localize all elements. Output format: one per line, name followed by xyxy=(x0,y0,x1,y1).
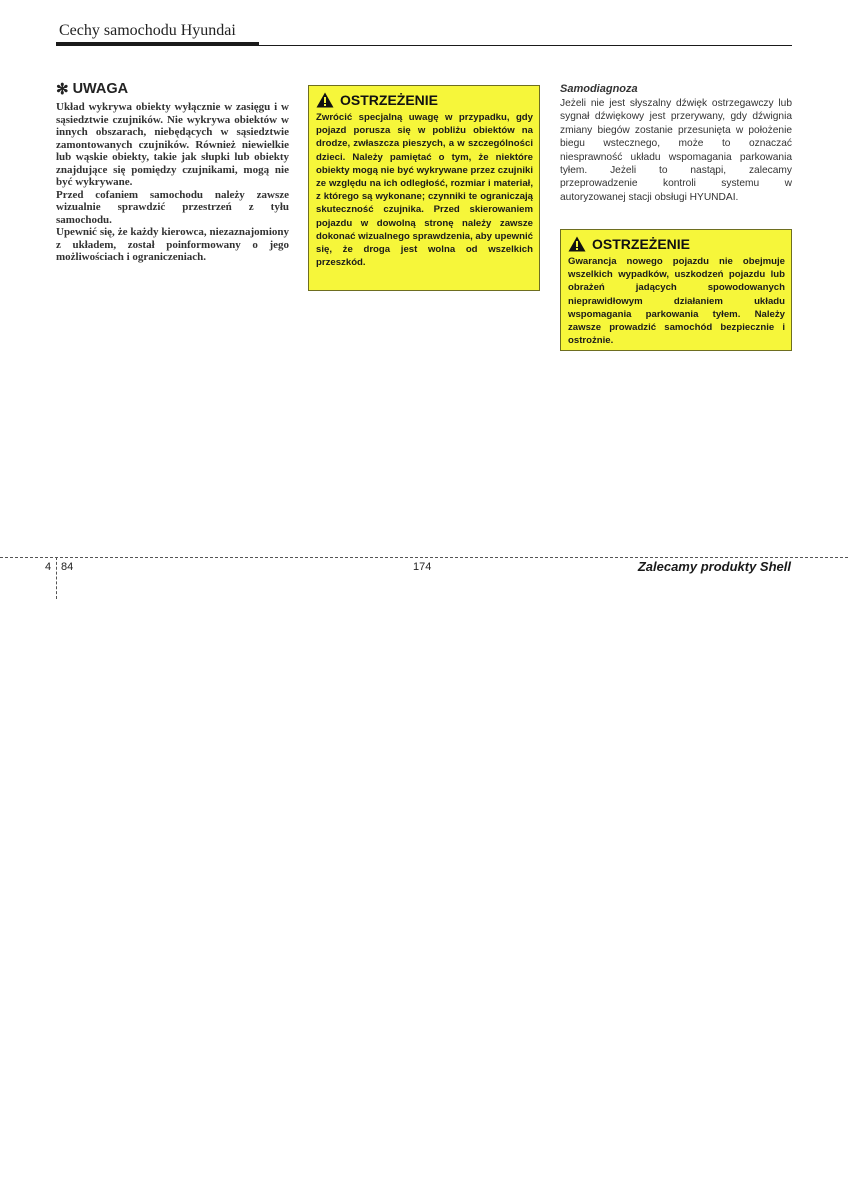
note-paragraph: Upewnić się, że każdy kierowca, niezaznajomiony z układem, został poinformowany o jego możliwościach i ograniczeniach. xyxy=(56,226,289,263)
header-rule xyxy=(56,45,792,46)
note-paragraph: Układ wykrywa obiekty wyłącznie w zasięgu i w sąsiedztwie czujników. Nie wykrywa obiektów w innych obszarach, niebędących w sąsiedztwie zamontowanych czujników. Również niewielkie lub wąskie obiekty, takie jak słupki lub obiekty znajdujące się pomiędzy czujnikami, mogą nie być wykrywane. xyxy=(56,101,289,188)
self-diagnosis-section xyxy=(560,83,792,204)
page-counter: 174 xyxy=(413,561,432,573)
section-heading: Samodiagnoza xyxy=(560,83,638,95)
warning-title-label: OSTRZEŻENIE xyxy=(340,92,439,108)
warning-text: Gwarancja nowego pojazdu nie obejmuje wszelkich wypadków, uszkodzeń pojazdu lub obrażeń jadących spowodowanych nieprawidłowym działaniem układu wspomagania parkowania tyłem. Należy zawsze prowadzić samochód bezpiecznie i ostrożnie. xyxy=(568,256,785,347)
asterisk-icon: ✻ xyxy=(56,81,69,98)
note-paragraph: Przed cofaniem samochodu należy zawsze wizualnie sprawdzić przestrzeń z tyłu samochodu. xyxy=(56,188,289,226)
warning-box-warranty xyxy=(560,229,792,351)
note-section xyxy=(56,80,289,264)
warning-title xyxy=(568,236,785,252)
footer-vertical-divider xyxy=(56,557,57,599)
warning-text: Zwrócić specjalną uwagę w przypadku, gdy pojazd porusza się w pobliżu obiektów na drodze, zwłaszcza pieszych, a w szczególności dzieci. Należy pamiętać o tym, że niektóre obiekty mogą nie być wykrywane przez czujniki ze względu na ich odległość, rozmiar i materiał, z którego są wykonane; czynniki te ograniczają skuteczność czujnika. Przed skierowaniem pojazdu w dowolną stronę należy zawsze dokonać wizualnego sprawdzenia, aby upewnić się, że droga jest wolna od wszelkich przeszkód. xyxy=(316,112,533,269)
note-heading xyxy=(56,80,289,98)
footer-brand: Zalecamy produkty Shell xyxy=(637,559,791,574)
section-number: 4 xyxy=(45,561,52,573)
footer-divider xyxy=(0,557,848,558)
warning-triangle-icon xyxy=(316,92,334,108)
section-text: Jeżeli nie jest słyszalny dźwięk ostrzegawczy lub sygnał dźwiękowy jest przerywany, gdy dźwignia zmiany biegów zostanie przesunięta w położenie biegu wstecznego, może to oznaczać niesprawność układu wspomagania parkowania tyłem. Jeżeli to nastąpi, zalecamy przeprowadzenie kontroli systemu w autoryzowanej stacji obsługi HYUNDAI. xyxy=(560,98,792,203)
warning-box-parking-caution xyxy=(308,85,540,291)
warning-title-label: OSTRZEŻENIE xyxy=(592,236,691,252)
note-body xyxy=(56,101,289,264)
warning-title xyxy=(316,92,533,108)
note-heading-label: UWAGA xyxy=(72,81,129,97)
warning-triangle-icon xyxy=(568,236,586,252)
header-title: Cechy samochodu Hyundai xyxy=(59,22,236,39)
page-number: 84 xyxy=(61,561,74,573)
